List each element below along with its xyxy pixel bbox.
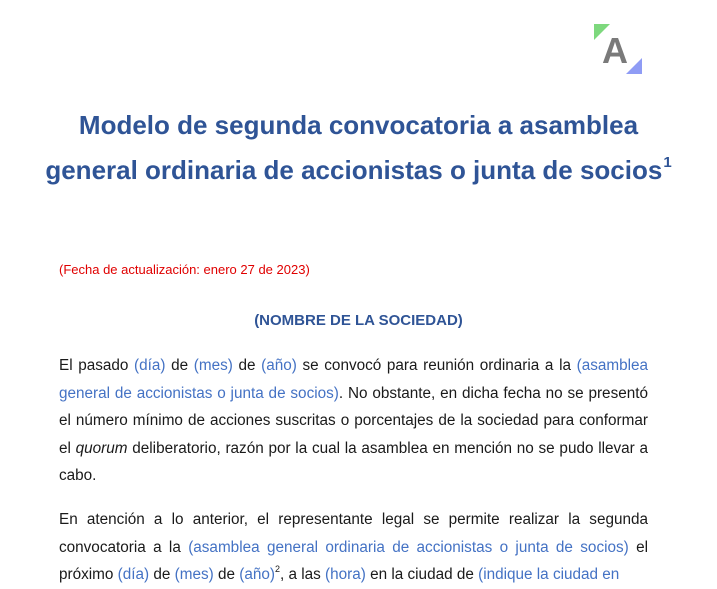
quorum-term: quorum <box>75 439 128 457</box>
svg-text:A: A <box>602 30 628 71</box>
text-run: el próximo <box>59 538 648 583</box>
placeholder-anio: (año) <box>239 566 275 583</box>
text-run: de <box>232 357 262 374</box>
text-run: de <box>149 566 175 583</box>
publisher-logo-icon <box>594 24 642 74</box>
paragraph-first-convocation <box>59 352 648 490</box>
text-run: se convocó para reunión ordinaria a la <box>296 357 577 374</box>
placeholder-hora: (hora) <box>325 566 366 583</box>
text-run: , a las <box>279 566 326 583</box>
placeholder-organo: (asamblea general de accionistas o junta de socios) <box>59 357 649 402</box>
footnote-ref-1: 1 <box>663 154 672 171</box>
footnote-ref-2: 2 <box>274 564 280 574</box>
company-name-placeholder: (NOMBRE DE LA SOCIEDAD) <box>254 312 463 329</box>
update-date: (Fecha de actualización: enero 27 de 2023) <box>59 262 310 277</box>
text-run: de <box>165 357 194 374</box>
placeholder-dia: (día) <box>117 566 150 583</box>
placeholder-anio: (año) <box>261 357 297 374</box>
text-run: El pasado <box>59 357 135 374</box>
placeholder-dia: (día) <box>134 357 166 374</box>
document-title-text: Modelo de segunda convocatoria a asamblea general ordinaria de accionistas o junta de socios <box>45 110 663 185</box>
document-title <box>40 103 677 193</box>
text-run: En atención a lo anterior, el representante legal se permite realizar la segunda convocatoria a la <box>59 511 648 556</box>
placeholder-ciudad: (indique la ciudad en <box>478 566 620 583</box>
text-run: . No obstante, en dicha fecha no se presentó el número mínimo de acciones suscritas o porcentajes de la sociedad para conformar el <box>59 384 648 457</box>
paragraph-second-convocation <box>59 506 648 589</box>
text-run: en la ciudad de <box>365 566 479 583</box>
text-run: deliberatorio, razón por la cual la asamblea en mención no se pudo llevar a cabo. <box>59 439 649 484</box>
placeholder-mes: (mes) <box>193 357 233 374</box>
placeholder-mes: (mes) <box>174 566 214 583</box>
placeholder-organo: (asamblea general ordinaria de accionistas o junta de socios) <box>188 538 629 556</box>
text-run: de <box>213 566 240 583</box>
